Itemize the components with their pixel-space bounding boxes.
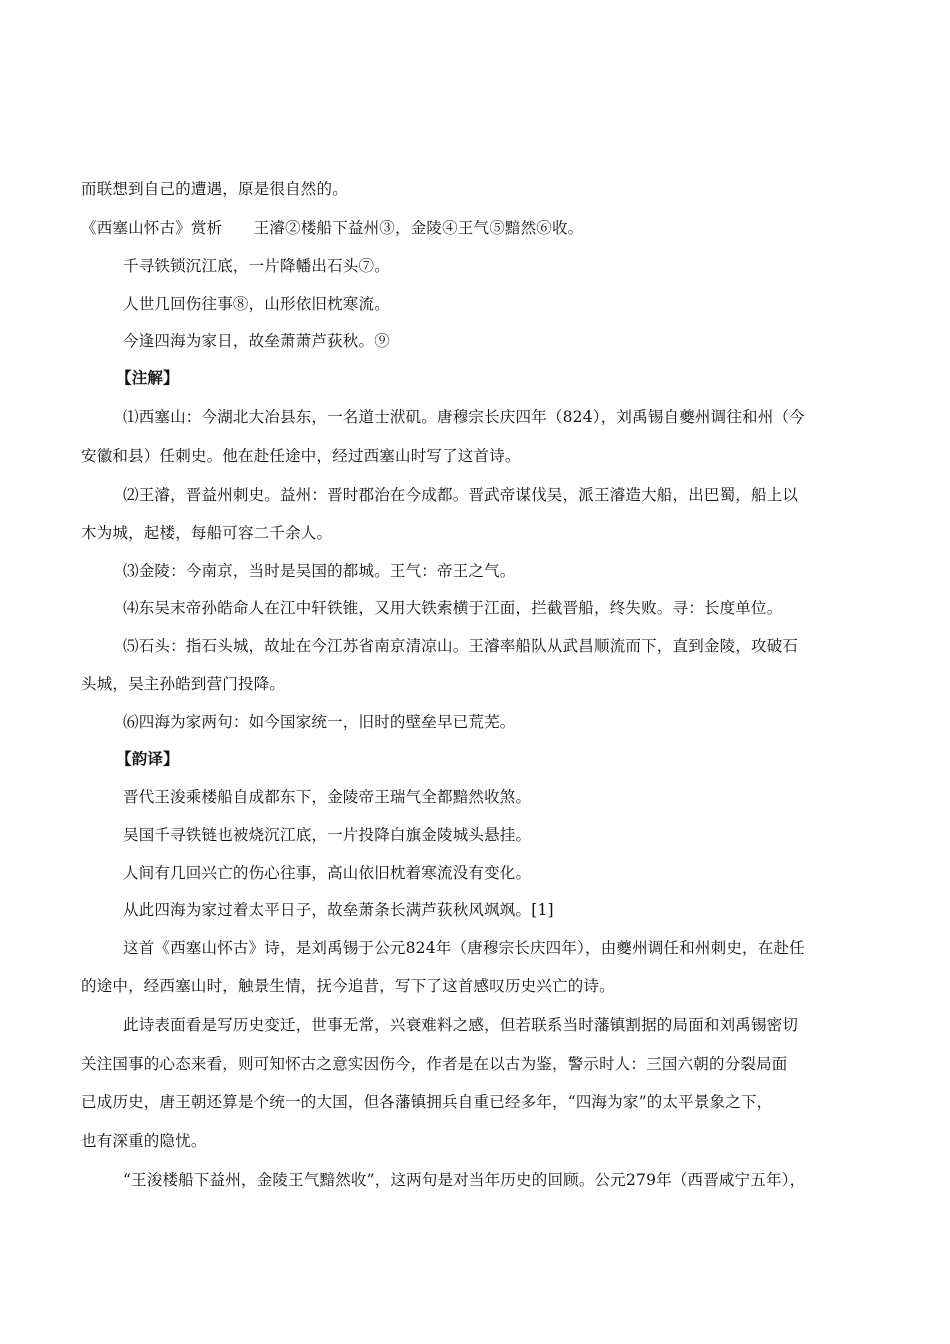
paragraph-line: 的途中，经西塞山时，触景生情，抚今追昔，写下了这首感叹历史兴亡的诗。 [81,977,615,995]
translation-line: 从此四海为家过着太平日子，故垒萧条长满芦荻秋风飒飒。[1] [123,901,554,919]
translation-line: 晋代王浚乘楼船自成都东下，金陵帝王瑞气全都黯然收煞。 [123,788,532,806]
annotation-line: 安徽和县）任刺史。他在赴任途中，经过西塞山时写了这首诗。 [81,447,521,465]
poem-line: 千寻铁锁沉江底，一片降幡出石头⑦。 [123,257,390,275]
annotation-line: ⑹四海为家两句：如今国家统一，旧时的壁垒早已荒芜。 [123,713,516,731]
section-heading-translation: 【韵译】 [116,749,179,768]
paragraph-line: “王浚楼船下益州，金陵王气黯然收”，这两句是对当年历史的回顾。公元279年（西晋咸宁五年）， [123,1171,806,1189]
translation-line: 吴国千寻铁链也被烧沉江底，一片投降白旗金陵城头悬挂。 [123,826,532,844]
paragraph-line: 而联想到自己的遭遇，原是很自然的。 [81,180,348,198]
paragraph-line: 这首《西塞山怀古》诗，是刘禹锡于公元824年（唐穆宗长庆四年），由夔州调任和州刺史，在赴任 [123,939,805,957]
annotation-line: ⑶金陵：今南京，当时是吴国的都城。王气：帝王之气。 [123,562,516,580]
paragraph-line: 此诗表面看是写历史变迁，世事无常，兴衰难料之感，但若联系当时藩镇割据的局面和刘禹锡密切 [123,1016,799,1034]
annotation-line: ⑸石头：指石头城，故址在今江苏省南京清凉山。王濬率船队从武昌顺流而下，直到金陵，攻破石 [123,637,799,655]
annotation-line: 木为城，起楼，每船可容二千余人。 [81,524,333,542]
poem-line: 今逢四海为家日，故垒萧萧芦荻秋。⑨ [123,332,390,350]
annotation-line: 头城，吴主孙皓到营门投降。 [81,675,286,693]
annotation-line: ⑷东吴末帝孙皓命人在江中轩铁锥，又用大铁索横于江面，拦截晋船，终失败。寻：长度单位。 [123,599,783,617]
annotation-line: ⑵王濬，晋益州刺史。益州：晋时郡治在今成都。晋武帝谋伐吴，派王濬造大船，出巴蜀，船上以 [123,486,799,504]
translation-line: 人间有几回兴亡的伤心往事，高山依旧枕着寒流没有变化。 [123,864,532,882]
annotation-line: ⑴西塞山：今湖北大冶县东，一名道士洑矶。唐穆宗长庆四年（824），刘禹锡自夔州调往和州（今 [123,408,805,426]
paragraph-line: 关注国事的心态来看，则可知怀古之意实因伤今，作者是在以古为鉴，警示时人：三国六朝的分裂局面 [81,1055,788,1073]
section-heading-annotation: 【注解】 [116,368,179,387]
paragraph-line: 《西塞山怀古》赏析 王濬②楼船下益州③，金陵④王气⑤黯然⑥收。 [81,219,584,237]
poem-line: 人世几回伤往事⑧，山形依旧枕寒流。 [123,295,390,313]
paragraph-line: 已成历史，唐王朝还算是个统一的大国，但各藩镇拥兵自重已经多年，“四海为家”的太平景象之下， [81,1093,773,1111]
paragraph-line: 也有深重的隐忧。 [81,1132,207,1150]
